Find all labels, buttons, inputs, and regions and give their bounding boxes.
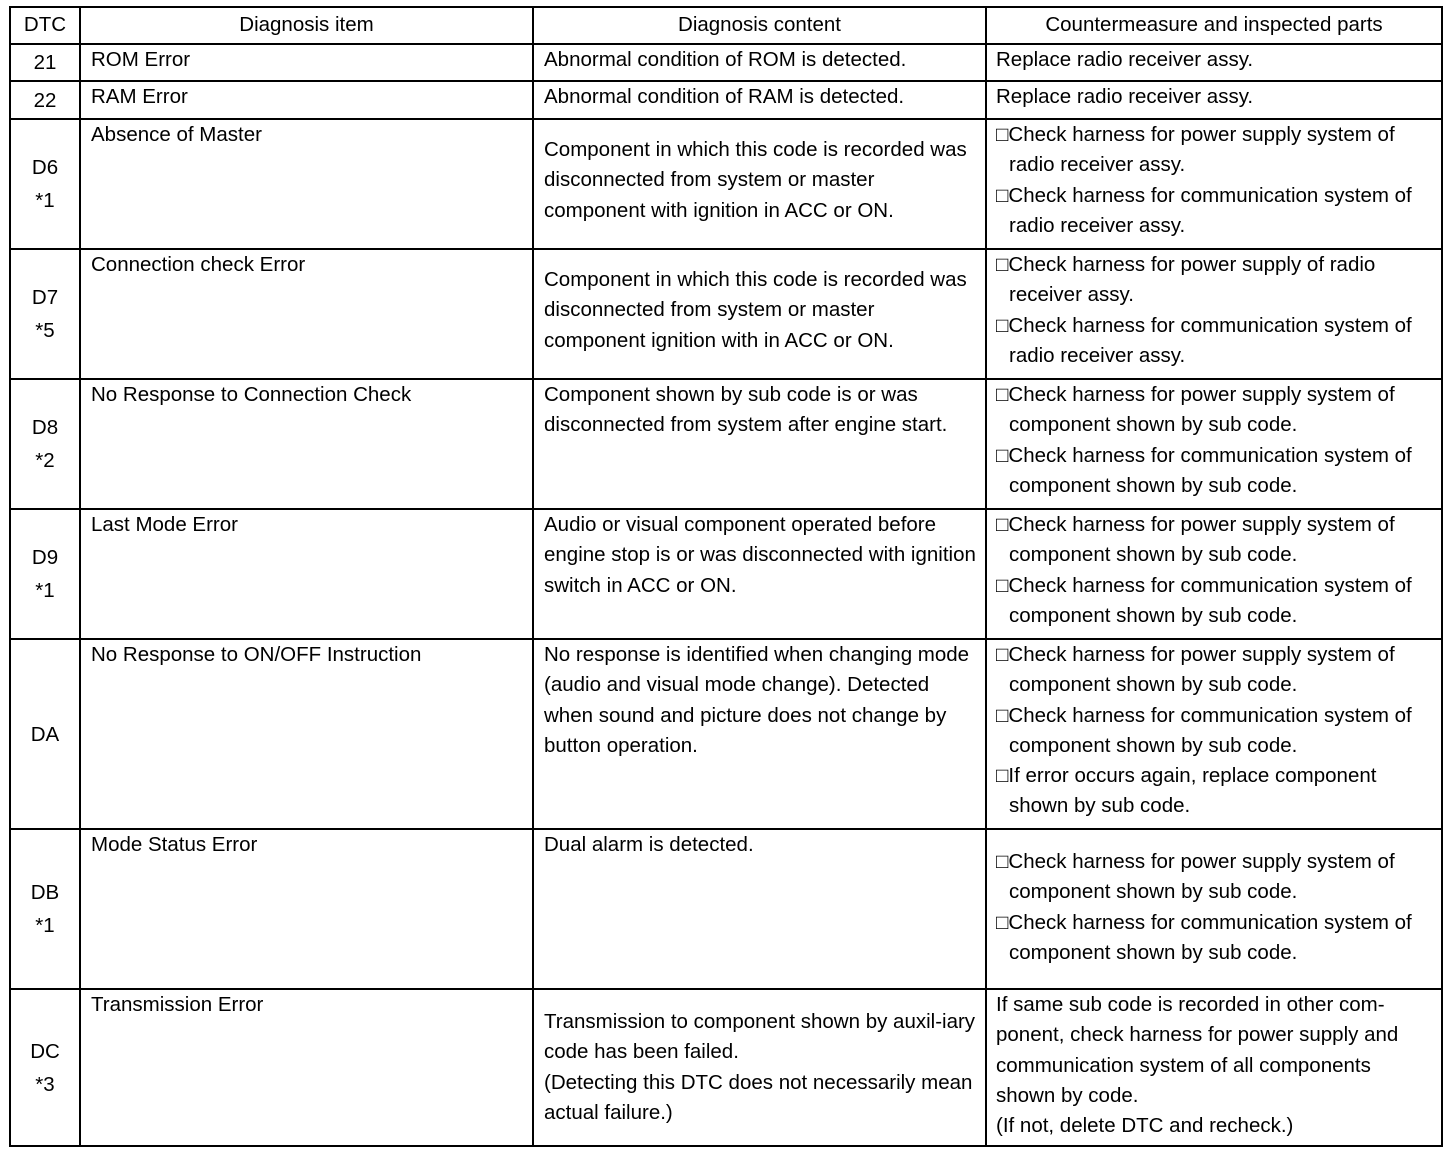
checkbox-icon: □ bbox=[996, 643, 1009, 666]
check-item bbox=[996, 908, 1435, 969]
check-item bbox=[996, 181, 1435, 242]
check-item-text: Check harness for power supply system of component shown by sub code. bbox=[1008, 850, 1395, 904]
checkbox-icon: □ bbox=[996, 513, 1009, 536]
dtc-cell bbox=[10, 44, 80, 81]
check-item-text: Check harness for power supply system of component shown by sub code. bbox=[1008, 643, 1395, 697]
check-item-text: Check harness for power supply system of component shown by sub code. bbox=[1008, 383, 1395, 437]
checkbox-icon: □ bbox=[996, 573, 1009, 597]
dtc-code: 21 bbox=[33, 51, 57, 74]
table-row bbox=[10, 509, 1442, 639]
checkbox-icon: □ bbox=[996, 850, 1009, 873]
table-row bbox=[10, 119, 1442, 249]
diagnosis-item-cell bbox=[80, 119, 533, 249]
dtc-cell bbox=[10, 639, 80, 829]
dtc-note: *2 bbox=[35, 449, 55, 472]
check-item-text: Check harness for communication system of component shown by sub code. bbox=[1008, 703, 1412, 757]
dtc-note: *1 bbox=[35, 579, 55, 602]
countermeasure-cell bbox=[986, 989, 1442, 1146]
countermeasure-cell bbox=[986, 44, 1442, 81]
check-item bbox=[996, 441, 1435, 502]
dtc-code: D8 bbox=[31, 416, 59, 439]
diagnosis-content-cell bbox=[533, 81, 986, 119]
diagnosis-item-cell bbox=[80, 639, 533, 829]
diagnosis-content-text: Dual alarm is detected. bbox=[544, 833, 754, 856]
diagnosis-item: Connection check Error bbox=[91, 253, 306, 276]
diagnosis-content-cell bbox=[533, 249, 986, 379]
diagnosis-item: No Response to Connection Check bbox=[91, 383, 412, 406]
diagnosis-item-cell bbox=[80, 829, 533, 989]
check-item bbox=[996, 510, 1435, 571]
dtc-table bbox=[9, 6, 1443, 1147]
check-item bbox=[996, 120, 1435, 181]
dtc-note: *3 bbox=[35, 1072, 55, 1096]
diagnosis-content-text: Component in which this code is recorded was disconnected from system or master component with ignition in ACC or ON. bbox=[544, 138, 967, 222]
countermeasure-cell bbox=[986, 249, 1442, 379]
diagnosis-content-text: Audio or visual component operated before engine stop is or was disconnected with ignition switch in ACC or ON. bbox=[544, 513, 976, 597]
countermeasure-cell bbox=[986, 119, 1442, 249]
check-item-text: Check harness for communication system of radio receiver assy. bbox=[1008, 313, 1412, 367]
dtc-code: DC bbox=[30, 1039, 60, 1063]
table-row bbox=[10, 829, 1442, 989]
dtc-note: *1 bbox=[35, 914, 55, 937]
dtc-note: *5 bbox=[35, 319, 55, 342]
diagnosis-item: No Response to ON/OFF Instruction bbox=[91, 643, 422, 666]
check-item bbox=[996, 761, 1435, 822]
diagnosis-content-cell bbox=[533, 829, 986, 989]
diagnosis-item-cell bbox=[80, 989, 533, 1146]
diagnosis-content-text: Transmission to component shown by auxil-iary code has been failed. bbox=[544, 1010, 976, 1064]
table-row bbox=[10, 44, 1442, 81]
checkbox-icon: □ bbox=[996, 383, 1009, 406]
dtc-cell bbox=[10, 989, 80, 1146]
check-item-text: Check harness for communication system of component shown by sub code. bbox=[1008, 910, 1412, 964]
diagnosis-item-cell bbox=[80, 249, 533, 379]
check-item bbox=[996, 571, 1435, 632]
dtc-cell bbox=[10, 829, 80, 989]
dtc-cell bbox=[10, 379, 80, 509]
check-item-text: If error occurs again, replace component shown by sub code. bbox=[1008, 764, 1377, 818]
table-header-row bbox=[10, 7, 1442, 44]
checkbox-icon: □ bbox=[996, 910, 1009, 934]
check-item-text: Check harness for communication system of component shown by sub code. bbox=[1008, 573, 1412, 627]
dtc-code: 22 bbox=[33, 88, 57, 112]
diagnosis-content-cell bbox=[533, 379, 986, 509]
checkbox-icon: □ bbox=[996, 123, 1009, 146]
diagnosis-item-cell bbox=[80, 44, 533, 81]
dtc-code: D9 bbox=[31, 546, 59, 569]
diagnosis-content-cell bbox=[533, 639, 986, 829]
diagnosis-item: Absence of Master bbox=[91, 123, 262, 146]
countermeasure-text: (If not, delete DTC and recheck.) bbox=[996, 1114, 1294, 1138]
countermeasure-cell bbox=[986, 379, 1442, 509]
countermeasure-cell bbox=[986, 81, 1442, 119]
countermeasure-text: Replace radio receiver assy. bbox=[996, 48, 1254, 71]
checkbox-icon: □ bbox=[996, 183, 1009, 207]
dtc-note: *1 bbox=[35, 189, 55, 212]
dtc-code: D6 bbox=[31, 156, 59, 179]
dtc-code: DA bbox=[30, 722, 60, 746]
countermeasure-cell bbox=[986, 829, 1442, 989]
check-item bbox=[996, 311, 1435, 372]
diagnosis-content-text: Component in which this code is recorded was disconnected from system or master component ignition with in ACC or ON. bbox=[544, 268, 967, 352]
check-item-text: Check harness for power supply system of radio receiver assy. bbox=[1008, 123, 1395, 177]
dtc-cell bbox=[10, 119, 80, 249]
countermeasure-cell bbox=[986, 639, 1442, 829]
check-item-text: Check harness for power supply system of component shown by sub code. bbox=[1008, 513, 1395, 567]
check-item bbox=[996, 640, 1435, 701]
diagnosis-content-text: Component shown by sub code is or was disconnected from system after engine start. bbox=[544, 383, 948, 437]
check-item-text: Check harness for communication system of component shown by sub code. bbox=[1008, 443, 1412, 497]
diagnosis-content-cell bbox=[533, 989, 986, 1146]
diagnosis-item: RAM Error bbox=[91, 85, 188, 108]
checkbox-icon: □ bbox=[996, 313, 1009, 337]
diagnosis-content-cell bbox=[533, 44, 986, 81]
diagnosis-item-cell bbox=[80, 509, 533, 639]
table-row bbox=[10, 989, 1442, 1146]
countermeasure-cell bbox=[986, 509, 1442, 639]
dtc-code: D7 bbox=[31, 286, 59, 309]
diagnosis-content-text: Abnormal condition of ROM is detected. bbox=[544, 48, 907, 71]
table-row bbox=[10, 639, 1442, 829]
diagnosis-content-cell bbox=[533, 119, 986, 249]
check-item bbox=[996, 250, 1435, 311]
countermeasure-text: Replace radio receiver assy. bbox=[996, 85, 1254, 108]
checkbox-icon: □ bbox=[996, 703, 1009, 727]
table-row bbox=[10, 379, 1442, 509]
checkbox-icon: □ bbox=[996, 764, 1009, 788]
diagnosis-item-cell bbox=[80, 81, 533, 119]
dtc-code: DB bbox=[30, 881, 60, 904]
dtc-cell bbox=[10, 249, 80, 379]
diagnosis-content-cell bbox=[533, 509, 986, 639]
diagnosis-item: Mode Status Error bbox=[91, 833, 258, 856]
header-dtc: DTC bbox=[10, 7, 80, 44]
diagnosis-item: Transmission Error bbox=[91, 993, 264, 1016]
diagnosis-content-text: (Detecting this DTC does not necessarily mean actual failure.) bbox=[544, 1070, 973, 1124]
diagnosis-content-text: Abnormal condition of RAM is detected. bbox=[544, 85, 905, 108]
dtc-cell bbox=[10, 509, 80, 639]
header-diagnosis-content: Diagnosis content bbox=[533, 7, 986, 44]
checkbox-icon: □ bbox=[996, 443, 1009, 467]
table-row bbox=[10, 249, 1442, 379]
check-item bbox=[996, 701, 1435, 762]
check-item bbox=[996, 847, 1435, 908]
check-item-text: Check harness for communication system of radio receiver assy. bbox=[1008, 183, 1412, 237]
diagnosis-item: ROM Error bbox=[91, 48, 191, 71]
checkbox-icon: □ bbox=[996, 253, 1009, 276]
diagnosis-item-cell bbox=[80, 379, 533, 509]
table-row bbox=[10, 81, 1442, 119]
diagnosis-item: Last Mode Error bbox=[91, 513, 238, 536]
header-countermeasure: Countermeasure and inspected parts bbox=[986, 7, 1442, 44]
header-diagnosis-item: Diagnosis item bbox=[80, 7, 533, 44]
check-item bbox=[996, 380, 1435, 441]
countermeasure-text: If same sub code is recorded in other com-ponent, check harness for power supply and communication system of all components shown by code. bbox=[996, 993, 1399, 1107]
check-item-text: Check harness for power supply of radio receiver assy. bbox=[1008, 253, 1376, 307]
dtc-cell bbox=[10, 81, 80, 119]
diagnosis-content-text: No response is identified when changing mode (audio and visual mode change). Detected when sound and picture does not change by button operation. bbox=[544, 643, 970, 757]
